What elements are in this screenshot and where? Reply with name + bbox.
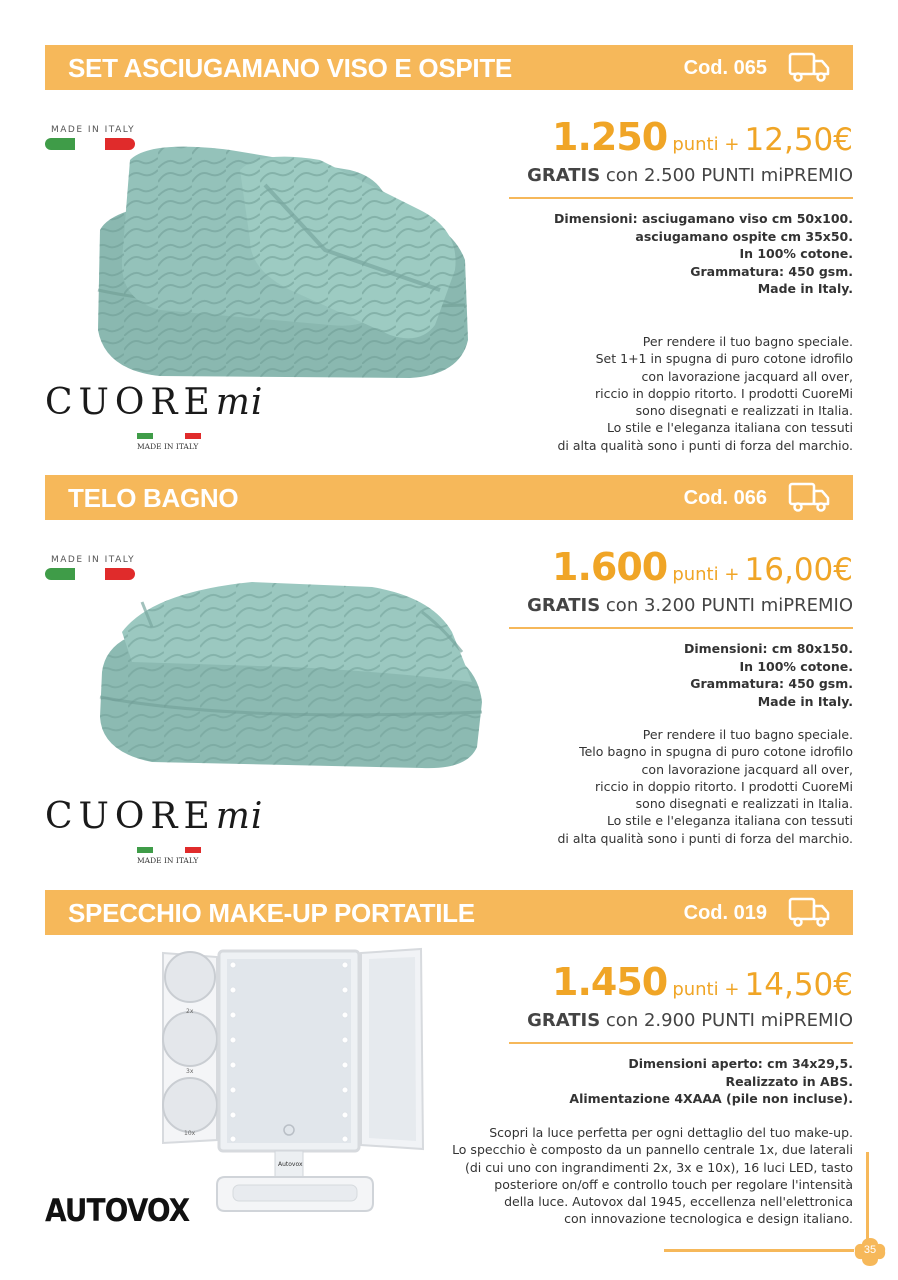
product-header-065 — [45, 45, 853, 90]
product-code: Cod. 066 — [683, 487, 767, 509]
gratis-label: GRATIS — [527, 165, 601, 186]
gratis-text: con 3.200 PUNTI miPREMIO — [605, 595, 853, 616]
page-number: 35 — [863, 1244, 877, 1256]
made-in-italy-badge: MADE IN ITALY — [45, 555, 137, 580]
gratis-label: GRATIS — [527, 1010, 601, 1031]
euro-value: 12,50€ — [744, 122, 853, 158]
autovox-logo: AUTOVOX — [45, 1192, 190, 1229]
product-specs: Dimensioni aperto: cm 34x29,5. Realizzato in ABS. Alimentazione 4XAAA (pile non incluse). — [569, 1056, 853, 1106]
price-line — [552, 545, 853, 589]
separator — [509, 627, 853, 629]
gratis-line — [527, 1010, 853, 1031]
towel-set-image — [90, 140, 480, 385]
euro-value: 14,50€ — [744, 967, 853, 1003]
product-specs: Dimensioni: cm 80x150. In 100% cotone. Grammatura: 450 gsm. Made in Italy. — [684, 641, 853, 709]
product-title: SPECCHIO MAKE-UP PORTATILE — [68, 898, 475, 928]
points-unit: punti + — [672, 564, 740, 585]
mag-3x-label: 3x — [186, 1068, 194, 1075]
gratis-text: con 2.500 PUNTI miPREMIO — [605, 165, 853, 186]
gratis-line — [527, 595, 853, 616]
points-unit: punti + — [672, 134, 740, 155]
points-value: 1.600 — [552, 545, 668, 589]
product-description: Scopri la luce perfetta per ogni dettaglio del tuo make-up. Lo specchio è composto da un pannello centrale 1x, due laterali (di cui uno con ingrandimenti 2x, 3x e 10x), 16 luci LED, tasto posteriore on/off e controllo touch per regolare l'intensità della luce. Autovox dal 1945, eccellenza nell'elettronica con innovazione tecnologica e design italiano. — [452, 1125, 853, 1227]
product-description: Per rendere il tuo bagno speciale. Set 1+1 in spugna di puro cotone idrofilo con lavorazione jacquard all over, riccio in doppio ritorto. I prodotti CuoreMi sono disegnati e realizzati in Italia. Lo stile e l'eleganza italiana con tessuti di alta qualità sono i punti di forza del marchio. — [557, 334, 853, 453]
made-in-italy-badge: MADE IN ITALY — [45, 125, 137, 150]
cuoremi-logo: CUOREmi MADE IN ITALY — [45, 796, 264, 865]
points-value: 1.450 — [552, 960, 668, 1004]
price-line — [552, 115, 853, 159]
product-title: TELO BAGNO — [68, 483, 239, 513]
truck-icon — [787, 50, 831, 84]
makeup-mirror-image — [155, 945, 430, 1215]
product-header-066 — [45, 475, 853, 520]
product-header-019 — [45, 890, 853, 935]
product-code: Cod. 019 — [683, 902, 767, 924]
product-specs: Dimensioni: asciugamano viso cm 50x100. asciugamano ospite cm 35x50. In 100% cotone. Grammatura: 450 gsm. Made in Italy. — [554, 211, 853, 296]
truck-icon — [787, 895, 831, 929]
product-code: Cod. 065 — [683, 57, 767, 79]
gratis-text: con 2.900 PUNTI miPREMIO — [605, 1010, 853, 1031]
truck-icon — [787, 480, 831, 514]
points-unit: punti + — [672, 979, 740, 1000]
footer-vertical-line — [866, 1152, 869, 1240]
product-title: SET ASCIUGAMANO VISO E OSPITE — [68, 53, 512, 83]
cuoremi-logo: CUOREmi MADE IN ITALY — [45, 382, 264, 451]
gratis-label: GRATIS — [527, 595, 601, 616]
stand-brand-label: Autovox — [278, 1161, 303, 1168]
footer-line — [664, 1249, 854, 1252]
separator — [509, 1042, 853, 1044]
points-value: 1.250 — [552, 115, 668, 159]
product-description: Per rendere il tuo bagno speciale. Telo bagno in spugna di puro cotone idrofilo con lavorazione jacquard all over, riccio in doppio ritorto. I prodotti CuoreMi sono disegnati e realizzati in Italia. Lo stile e l'eleganza italiana con tessuti di alta qualità sono i punti di forza del marchio. — [557, 727, 853, 846]
mag-10x-label: 10x — [184, 1130, 196, 1137]
gratis-line — [527, 165, 853, 186]
mag-2x-label: 2x — [186, 1008, 194, 1015]
bath-towel-image — [92, 572, 492, 772]
separator — [509, 197, 853, 199]
euro-value: 16,00€ — [744, 552, 853, 588]
price-line — [552, 960, 853, 1004]
